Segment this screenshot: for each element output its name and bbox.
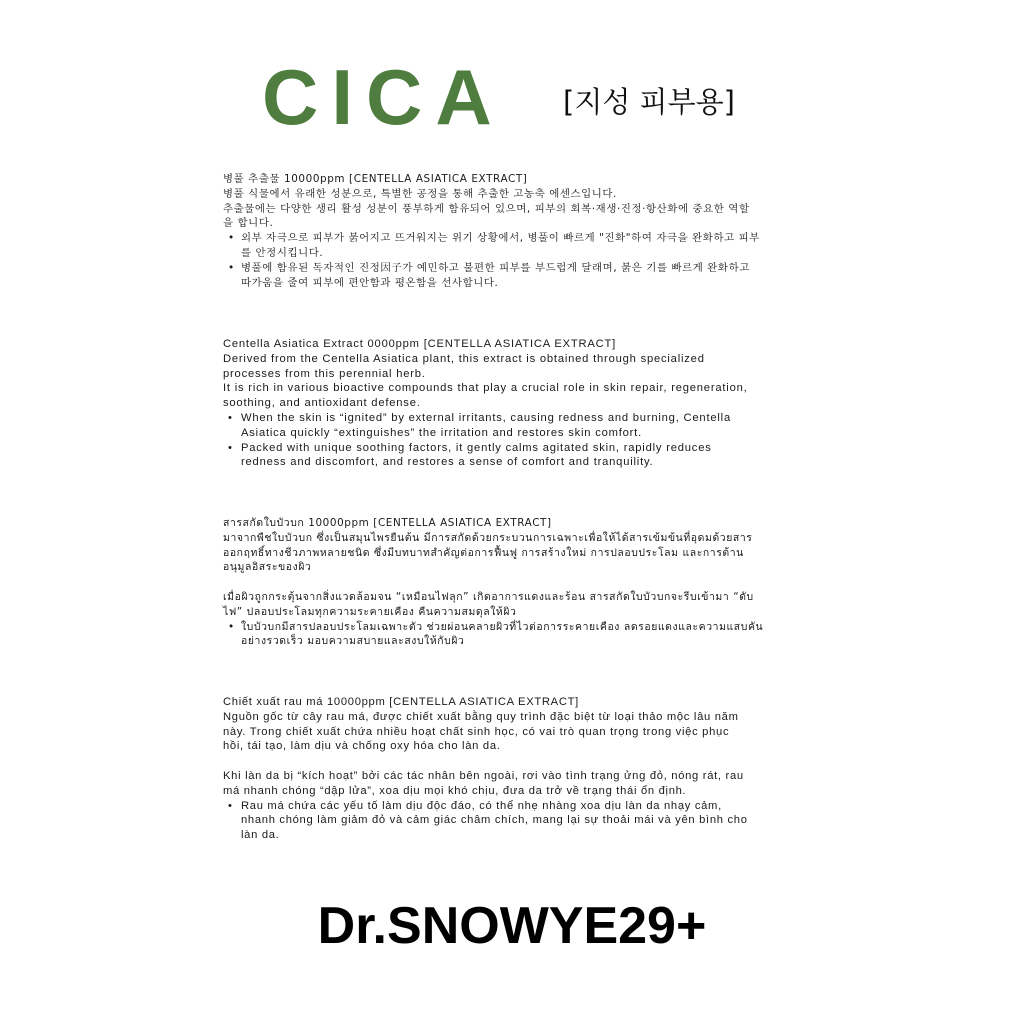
- thai-paragraph: มาจากพืชใบบัวบก ซึ่งเป็นสมุนไพรยืนต้น มีการสกัดด้วยกระบวนการเฉพาะเพื่อให้ได้สารเข้มข้นที่อุดมด้วยสาร ออกฤทธิ์ทางชีวภาพหลายชนิด ซึ่งมีบทบาทสำคัญต่อการฟื้นฟู การสร้างใหม่ การปลอบประโลม และการต้าน อนุมูลอิสระของผิว: [223, 531, 753, 574]
- thai-heading: สารสกัดใบบัวบก 10000ppm [CENTELLA ASIATICA EXTRACT]: [223, 517, 552, 529]
- english-paragraph: Derived from the Centella Asiatica plant, this extract is obtained through specialized processes from this perennial herb.: [223, 352, 705, 380]
- vietnamese-bullet: • Rau má chứa các yếu tố làm dịu độc đáo, có thể nhẹ nhàng xoa dịu làn da nhạy cảm, nhanh chóng làm giảm đỏ và cảm giác châm chích, mang lại sự thoải mái và yên bình cho làn da.: [223, 799, 803, 843]
- thai-section: [223, 516, 803, 649]
- english-section: [223, 337, 803, 470]
- thai-bullet: • ใบบัวบกมีสารปลอบประโลมเฉพาะตัว ช่วยผ่อนคลายผิวที่ไวต่อการระคายเคือง ลดรอยแดงและความแสบคัน อย่างรวดเร็ว มอบความสบายและสงบให้กับผิว: [223, 620, 803, 650]
- korean-bullet: • 외부 자극으로 피부가 붉어지고 뜨거워지는 위기 상황에서, 병풀이 빠르게 "진화"하여 자극을 완화하고 피부 를 안정시킵니다.: [223, 231, 803, 261]
- korean-heading: 병풀 추출물 10000ppm [CENTELLA ASIATICA EXTRACT]: [223, 173, 528, 185]
- english-bullet: • Packed with unique soothing factors, it gently calms agitated skin, rapidly reduces redness and discomfort, and restores a sense of comfort and tranquility.: [223, 441, 803, 471]
- vietnamese-heading: Chiết xuất rau má 10000ppm [CENTELLA ASIATICA EXTRACT]: [223, 696, 579, 708]
- korean-section: [223, 172, 803, 290]
- thai-paragraph: เมื่อผิวถูกกระตุ้นจากสิ่งแวดล้อมจน “เหมือนไฟลุก” เกิดอาการแดงและร้อน สารสกัดใบบัวบกจะรีบเข้ามา “ดับ ไฟ” ปลอบประโลมทุกความระคายเคือง คืนความสมดุลให้ผิว: [223, 590, 754, 618]
- vietnamese-paragraph: Nguồn gốc từ cây rau má, được chiết xuất bằng quy trình đặc biệt từ loại thảo mộc lâu năm này. Trong chiết xuất chứa nhiều hoạt chất sinh học, có vai trò quan trọng trong việc phục hồi, tái tạo, làm dịu và chống oxy hóa cho làn da.: [223, 710, 739, 753]
- vietnamese-bullet-list: [223, 799, 803, 843]
- thai-bullet-list: [223, 620, 803, 650]
- product-title: CICA: [262, 53, 505, 141]
- vietnamese-section: [223, 695, 803, 843]
- vietnamese-paragraph: Khi làn da bị “kích hoạt” bởi các tác nhân bên ngoài, rơi vào tình trạng ửng đỏ, nóng rát, rau má nhanh chóng “dập lửa”, xoa dịu mọi khó chịu, đưa da trở về trạng thái ổn định.: [223, 769, 744, 797]
- english-paragraph: It is rich in various bioactive compounds that play a crucial role in skin repair, regeneration, soothing, and antioxidant defense.: [223, 382, 748, 410]
- korean-paragraph: 추출물에는 다양한 생리 활성 성분이 풍부하게 함유되어 있으며, 피부의 회복·재생·진정·항산화에 중요한 역할 을 합니다.: [223, 202, 750, 230]
- english-bullet-list: [223, 411, 803, 470]
- korean-paragraph: 병풀 식물에서 유래한 성분으로, 특별한 공정을 통해 추출한 고농축 에센스입니다.: [223, 187, 617, 200]
- english-heading: Centella Asiatica Extract 0000ppm [CENTELLA ASIATICA EXTRACT]: [223, 338, 617, 350]
- english-bullet: • When the skin is “ignited” by external irritants, causing redness and burning, Centella Asiatica quickly “extinguishes” the irritation and restores skin comfort.: [223, 411, 803, 441]
- korean-bullet: • 병풀에 함유된 독자적인 진정因子가 예민하고 불편한 피부를 부드럽게 달래며, 붉은 기를 빠르게 완화하고 따가움을 줄여 피부에 편안함과 평온함을 선사합니다.: [223, 261, 803, 291]
- brand-name: Dr.SNOWYE29+: [317, 897, 707, 955]
- korean-bullet-list: [223, 231, 803, 290]
- skin-type-label: [지성 피부용]: [563, 85, 735, 119]
